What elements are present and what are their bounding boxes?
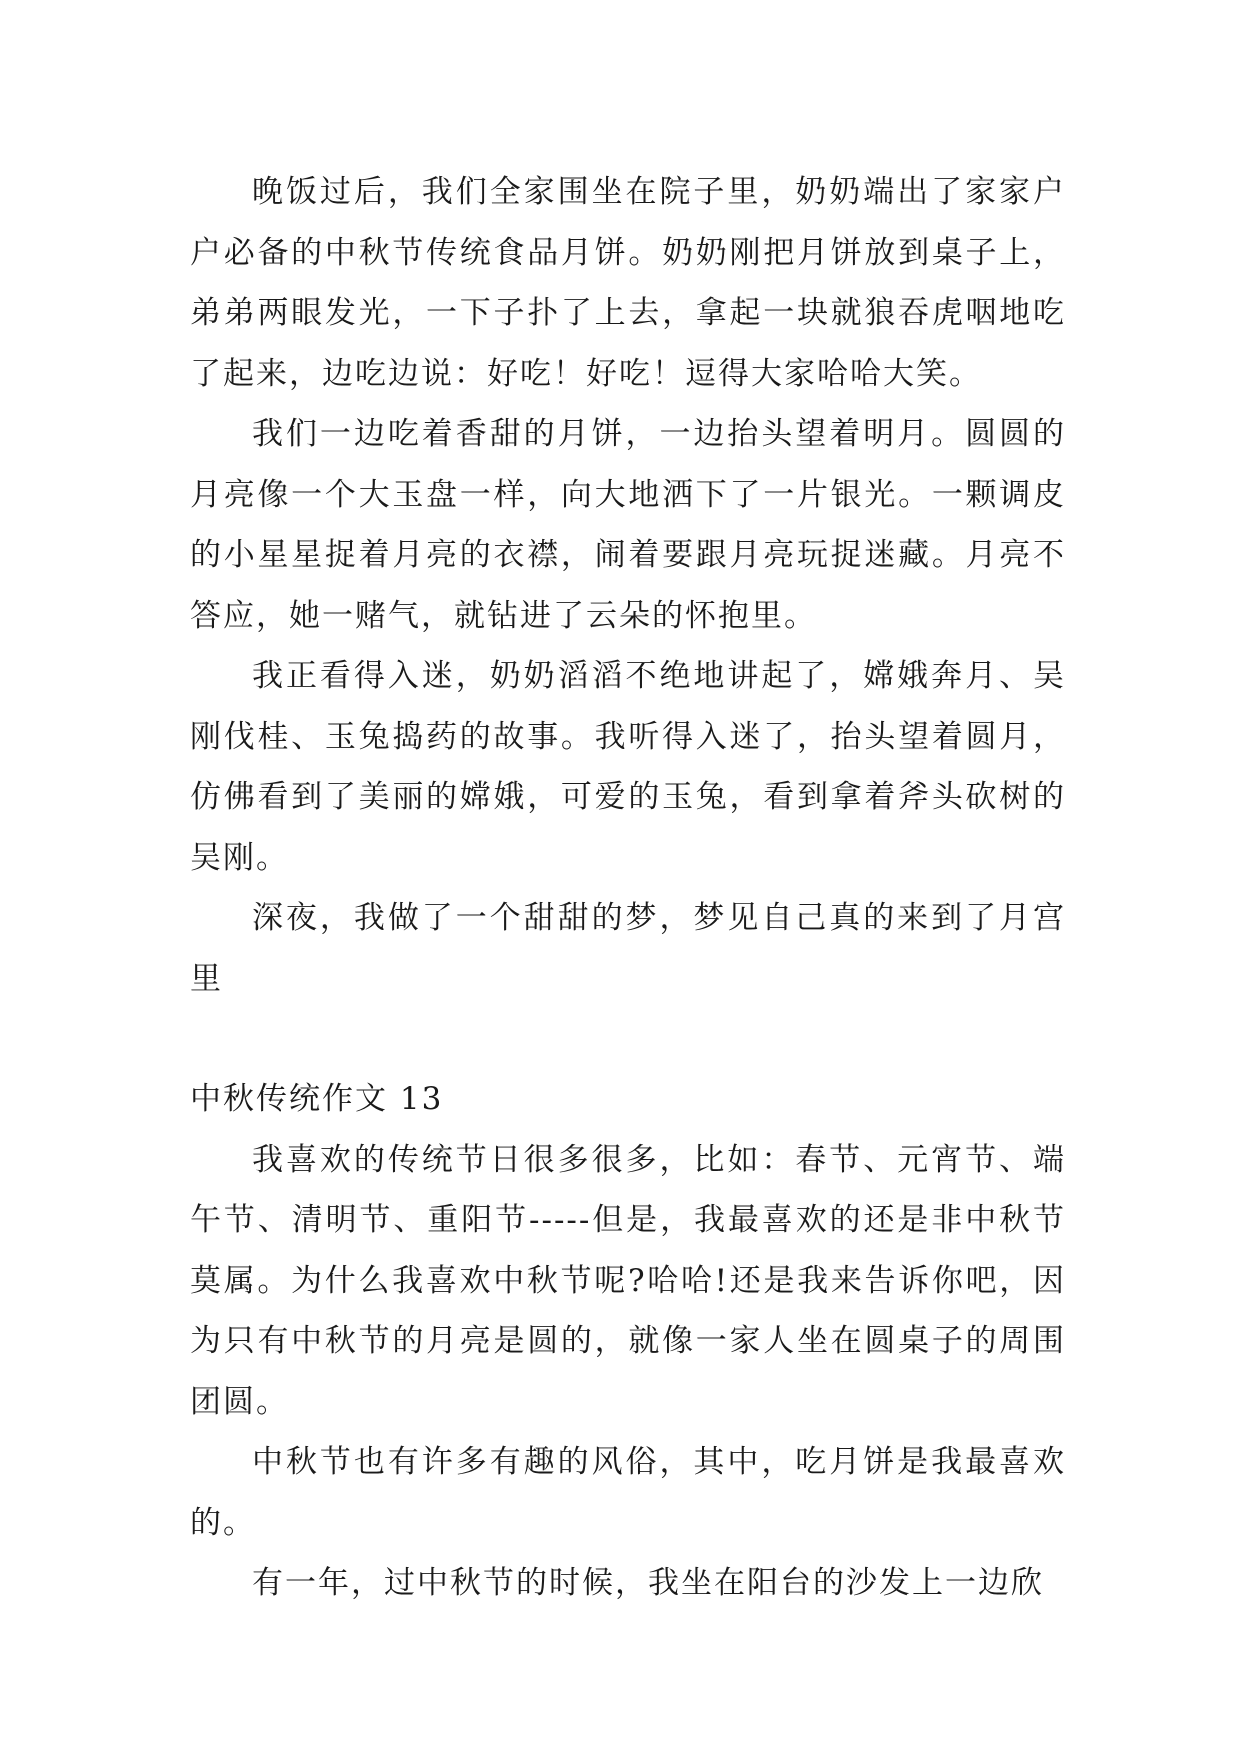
paragraph: 深夜，我做了一个甜甜的梦，梦见自己真的来到了月宫里 <box>190 900 1066 997</box>
paragraph: 中秋节也有许多有趣的风俗，其中，吃月饼是我最喜欢的。 <box>190 1444 1066 1541</box>
paragraph: 我们一边吃着香甜的月饼，一边抬头望着明月。圆圆的月亮像一个大玉盘一样，向大地洒下了一片银光。一颗调皮的小星星捉着月亮的衣襟，闹着要跟月亮玩捉迷藏。月亮不答应，她一赌气，就钻进了云朵的怀抱里。 <box>190 416 1066 634</box>
paragraph: 有一年，过中秋节的时候，我坐在阳台的沙发上一边欣 <box>252 1565 1044 1601</box>
document-body <box>190 162 1066 1614</box>
section-title: 中秋传统作文 13 <box>190 1081 444 1117</box>
section-spacer <box>190 1009 1066 1069</box>
paragraph: 我正看得入迷，奶奶滔滔不绝地讲起了，嫦娥奔月、吴刚伐桂、玉兔捣药的故事。我听得入迷了，抬头望着圆月，仿佛看到了美丽的嫦娥，可爱的玉兔，看到拿着斧头砍树的吴刚。 <box>190 658 1066 876</box>
paragraph: 晚饭过后，我们全家围坐在院子里，奶奶端出了家家户户必备的中秋节传统食品月饼。奶奶刚把月饼放到桌子上，弟弟两眼发光，一下子扑了上去，拿起一块就狼吞虎咽地吃了起来，边吃边说：好吃！好吃！逗得大家哈哈大笑。 <box>190 174 1066 392</box>
paragraph: 我喜欢的传统节日很多很多，比如：春节、元宵节、端午节、清明节、重阳节-----但是，我最喜欢的还是非中秋节莫属。为什么我喜欢中秋节呢?哈哈!还是我来告诉你吧，因为只有中秋节的月亮是圆的，就像一家人坐在圆桌子的周围团圆。 <box>190 1141 1066 1420</box>
